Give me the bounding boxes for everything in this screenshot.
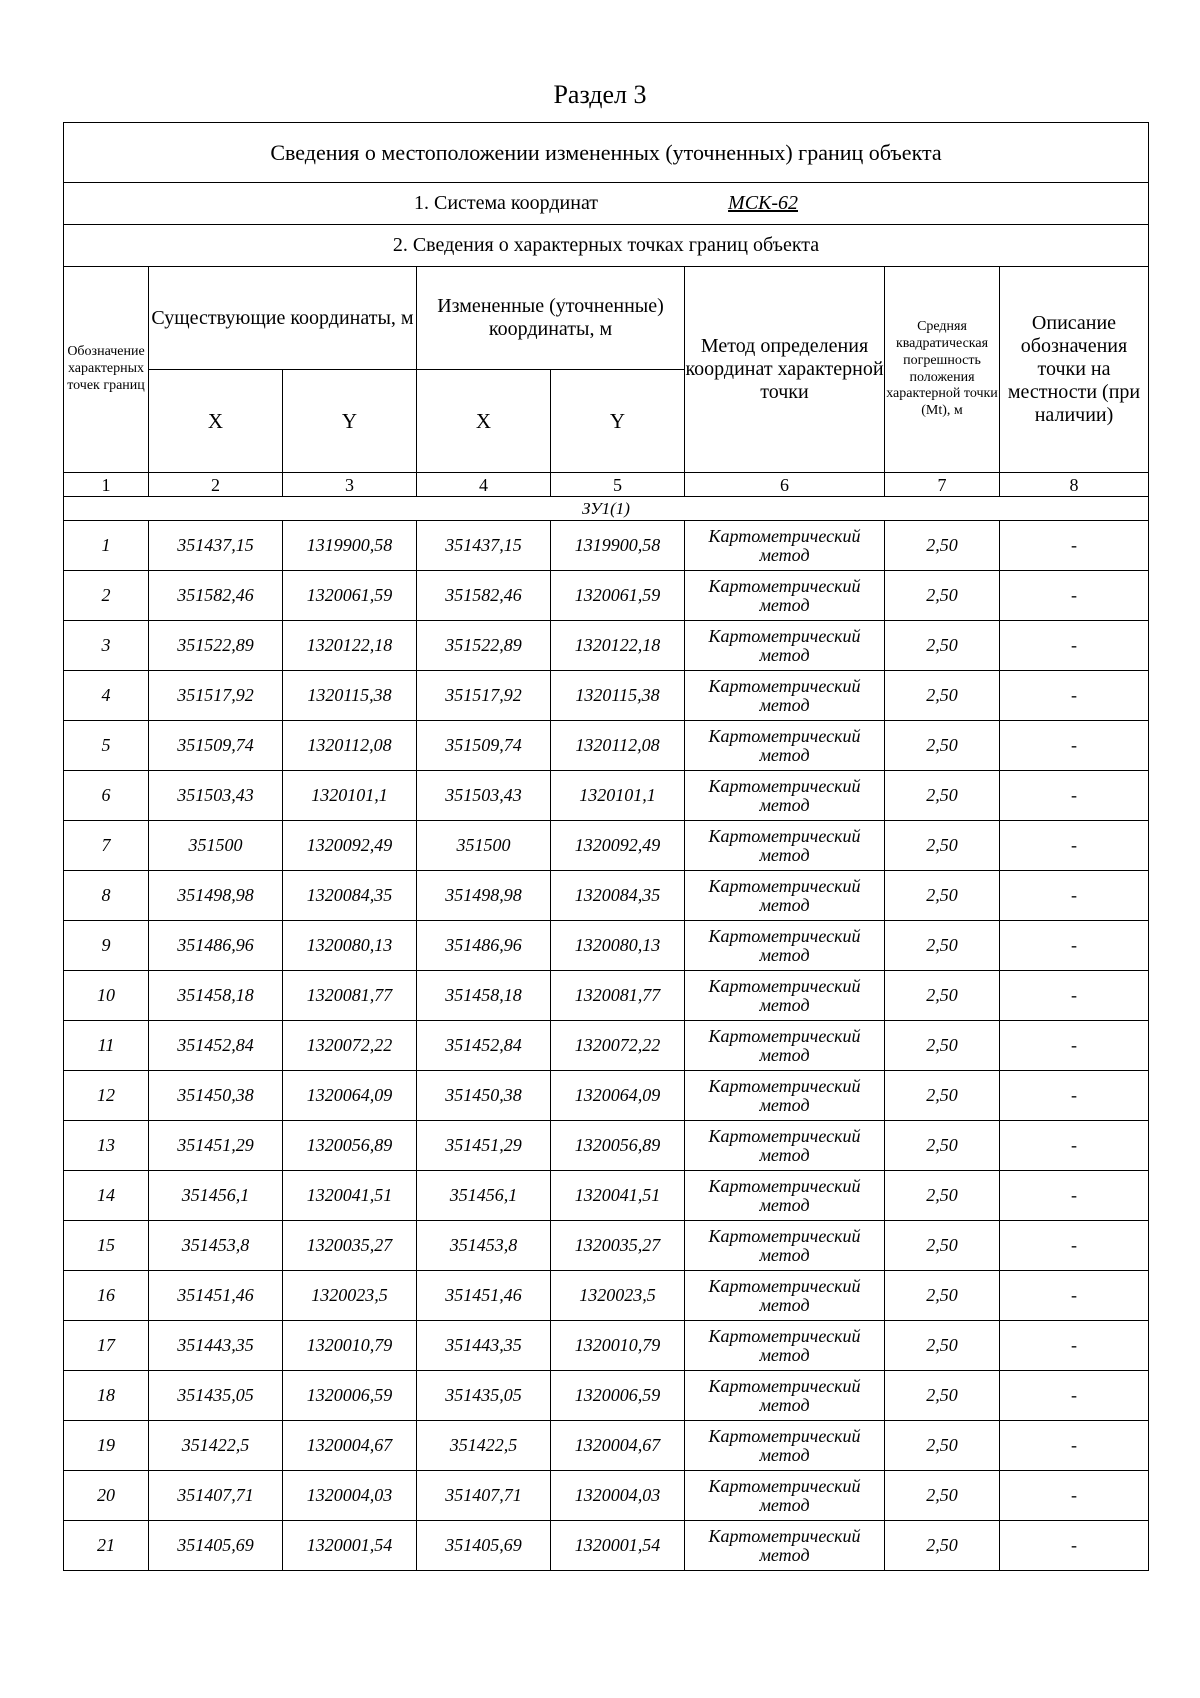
cell-error: 2,50 bbox=[885, 1521, 1000, 1571]
table-row bbox=[64, 521, 1149, 571]
cell-point-number: 2 bbox=[64, 571, 149, 621]
cell-existing-y: 1320061,59 bbox=[283, 571, 417, 621]
cell-existing-x: 351405,69 bbox=[149, 1521, 283, 1571]
cell-description: - bbox=[1000, 1471, 1149, 1521]
cell-point-number: 12 bbox=[64, 1071, 149, 1121]
header-point-designation: Обозначение характерных точек границ bbox=[64, 267, 149, 473]
coord-system-value: МСК-62 bbox=[728, 192, 798, 214]
cell-method: Картометрический метод bbox=[685, 571, 885, 621]
cell-existing-x: 351458,18 bbox=[149, 971, 283, 1021]
cell-changed-y: 1320061,59 bbox=[551, 571, 685, 621]
cell-point-number: 18 bbox=[64, 1371, 149, 1421]
cell-existing-x: 351435,05 bbox=[149, 1371, 283, 1421]
cell-description: - bbox=[1000, 971, 1149, 1021]
cell-method: Картометрический метод bbox=[685, 1071, 885, 1121]
cell-method: Картометрический метод bbox=[685, 1471, 885, 1521]
cell-existing-y: 1320023,5 bbox=[283, 1271, 417, 1321]
cell-changed-y: 1320122,18 bbox=[551, 621, 685, 671]
cell-method: Картометрический метод bbox=[685, 521, 885, 571]
cell-method: Картометрический метод bbox=[685, 671, 885, 721]
cell-description: - bbox=[1000, 671, 1149, 721]
cell-changed-x: 351517,92 bbox=[417, 671, 551, 721]
cell-changed-y: 1320112,08 bbox=[551, 721, 685, 771]
cell-method: Картометрический метод bbox=[685, 1371, 885, 1421]
cell-changed-x: 351451,46 bbox=[417, 1271, 551, 1321]
cell-existing-y: 1320006,59 bbox=[283, 1371, 417, 1421]
column-number: 4 bbox=[417, 473, 551, 497]
table-row bbox=[64, 821, 1149, 871]
table-row bbox=[64, 1421, 1149, 1471]
cell-changed-x: 351407,71 bbox=[417, 1471, 551, 1521]
cell-existing-x: 351509,74 bbox=[149, 721, 283, 771]
table-row bbox=[64, 571, 1149, 621]
parcel-label: ЗУ1(1) bbox=[64, 497, 1149, 521]
cell-changed-y: 1320115,38 bbox=[551, 671, 685, 721]
cell-changed-y: 1320010,79 bbox=[551, 1321, 685, 1371]
cell-changed-x: 351486,96 bbox=[417, 921, 551, 971]
page-title: Раздел 3 bbox=[553, 80, 647, 109]
column-number: 3 bbox=[283, 473, 417, 497]
cell-description: - bbox=[1000, 821, 1149, 871]
column-number: 6 bbox=[685, 473, 885, 497]
cell-point-number: 20 bbox=[64, 1471, 149, 1521]
cell-existing-y: 1320010,79 bbox=[283, 1321, 417, 1371]
points-info: 2. Сведения о характерных точках границ объекта bbox=[64, 225, 1149, 267]
table-row bbox=[64, 1371, 1149, 1421]
table-row bbox=[64, 1221, 1149, 1271]
cell-method: Картометрический метод bbox=[685, 1221, 885, 1271]
cell-method: Картометрический метод bbox=[685, 1321, 885, 1371]
cell-existing-x: 351500 bbox=[149, 821, 283, 871]
cell-description: - bbox=[1000, 1071, 1149, 1121]
cell-error: 2,50 bbox=[885, 1121, 1000, 1171]
cell-changed-x: 351437,15 bbox=[417, 521, 551, 571]
cell-description: - bbox=[1000, 721, 1149, 771]
cell-error: 2,50 bbox=[885, 571, 1000, 621]
cell-existing-x: 351582,46 bbox=[149, 571, 283, 621]
column-number: 2 bbox=[149, 473, 283, 497]
cell-description: - bbox=[1000, 1371, 1149, 1421]
table-row bbox=[64, 771, 1149, 821]
cell-error: 2,50 bbox=[885, 1421, 1000, 1471]
cell-point-number: 4 bbox=[64, 671, 149, 721]
cell-error: 2,50 bbox=[885, 1321, 1000, 1371]
table-row bbox=[64, 921, 1149, 971]
cell-point-number: 9 bbox=[64, 921, 149, 971]
cell-error: 2,50 bbox=[885, 1371, 1000, 1421]
cell-changed-x: 351456,1 bbox=[417, 1171, 551, 1221]
cell-existing-y: 1320072,22 bbox=[283, 1021, 417, 1071]
cell-changed-x: 351582,46 bbox=[417, 571, 551, 621]
cell-point-number: 14 bbox=[64, 1171, 149, 1221]
cell-existing-y: 1320122,18 bbox=[283, 621, 417, 671]
header-changed-x: X bbox=[417, 370, 551, 473]
cell-method: Картометрический метод bbox=[685, 1521, 885, 1571]
cell-point-number: 17 bbox=[64, 1321, 149, 1371]
cell-changed-x: 351509,74 bbox=[417, 721, 551, 771]
cell-existing-x: 351486,96 bbox=[149, 921, 283, 971]
cell-error: 2,50 bbox=[885, 1471, 1000, 1521]
header-error: Средняя квадратическая погрешность положения характерной точки (Mt), м bbox=[885, 267, 1000, 473]
table-row bbox=[64, 1471, 1149, 1521]
cell-method: Картометрический метод bbox=[685, 1021, 885, 1071]
cell-description: - bbox=[1000, 871, 1149, 921]
header-existing-y: Y bbox=[283, 370, 417, 473]
cell-error: 2,50 bbox=[885, 1221, 1000, 1271]
cell-changed-x: 351453,8 bbox=[417, 1221, 551, 1271]
cell-existing-y: 1320056,89 bbox=[283, 1121, 417, 1171]
header-existing-x: X bbox=[149, 370, 283, 473]
cell-method: Картометрический метод bbox=[685, 1121, 885, 1171]
cell-point-number: 6 bbox=[64, 771, 149, 821]
cell-changed-x: 351522,89 bbox=[417, 621, 551, 671]
cell-existing-x: 351450,38 bbox=[149, 1071, 283, 1121]
header-method: Метод определения координат характерной точки bbox=[685, 267, 885, 473]
cell-existing-y: 1320112,08 bbox=[283, 721, 417, 771]
column-number: 5 bbox=[551, 473, 685, 497]
table-row bbox=[64, 1321, 1149, 1371]
cell-point-number: 5 bbox=[64, 721, 149, 771]
cell-existing-y: 1320081,77 bbox=[283, 971, 417, 1021]
cell-changed-y: 1320056,89 bbox=[551, 1121, 685, 1171]
cell-changed-x: 351498,98 bbox=[417, 871, 551, 921]
cell-method: Картометрический метод bbox=[685, 871, 885, 921]
section-title: Сведения о местоположении измененных (уточненных) границ объекта bbox=[64, 123, 1149, 183]
cell-existing-x: 351451,29 bbox=[149, 1121, 283, 1171]
cell-changed-x: 351503,43 bbox=[417, 771, 551, 821]
header-changed-coords: Измененные (уточненные) координаты, м bbox=[417, 267, 685, 370]
table-row bbox=[64, 621, 1149, 671]
cell-description: - bbox=[1000, 1521, 1149, 1571]
cell-description: - bbox=[1000, 771, 1149, 821]
cell-method: Картометрический метод bbox=[685, 771, 885, 821]
cell-existing-y: 1320080,13 bbox=[283, 921, 417, 971]
cell-error: 2,50 bbox=[885, 821, 1000, 871]
cell-existing-x: 351443,35 bbox=[149, 1321, 283, 1371]
table-row bbox=[64, 1171, 1149, 1221]
table-row bbox=[64, 1121, 1149, 1171]
cell-existing-x: 351451,46 bbox=[149, 1271, 283, 1321]
cell-existing-y: 1320092,49 bbox=[283, 821, 417, 871]
cell-existing-y: 1320115,38 bbox=[283, 671, 417, 721]
cell-changed-x: 351451,29 bbox=[417, 1121, 551, 1171]
cell-existing-x: 351422,5 bbox=[149, 1421, 283, 1471]
cell-changed-y: 1320064,09 bbox=[551, 1071, 685, 1121]
cell-existing-x: 351437,15 bbox=[149, 521, 283, 571]
cell-point-number: 7 bbox=[64, 821, 149, 871]
cell-point-number: 8 bbox=[64, 871, 149, 921]
cell-existing-y: 1320001,54 bbox=[283, 1521, 417, 1571]
cell-changed-y: 1320035,27 bbox=[551, 1221, 685, 1271]
table-row bbox=[64, 1071, 1149, 1121]
cell-changed-x: 351422,5 bbox=[417, 1421, 551, 1471]
cell-point-number: 13 bbox=[64, 1121, 149, 1171]
cell-method: Картометрический метод bbox=[685, 1421, 885, 1471]
cell-error: 2,50 bbox=[885, 1171, 1000, 1221]
cell-changed-y: 1320004,67 bbox=[551, 1421, 685, 1471]
cell-existing-y: 1320101,1 bbox=[283, 771, 417, 821]
cell-error: 2,50 bbox=[885, 1021, 1000, 1071]
cell-changed-y: 1320072,22 bbox=[551, 1021, 685, 1071]
cell-existing-y: 1320004,03 bbox=[283, 1471, 417, 1521]
table-row bbox=[64, 1021, 1149, 1071]
cell-changed-y: 1320006,59 bbox=[551, 1371, 685, 1421]
table-row bbox=[64, 1521, 1149, 1571]
cell-changed-y: 1320041,51 bbox=[551, 1171, 685, 1221]
column-number: 1 bbox=[64, 473, 149, 497]
coord-system-row bbox=[64, 183, 1149, 225]
table-row bbox=[64, 971, 1149, 1021]
cell-existing-x: 351456,1 bbox=[149, 1171, 283, 1221]
cell-error: 2,50 bbox=[885, 671, 1000, 721]
cell-existing-x: 351452,84 bbox=[149, 1021, 283, 1071]
cell-changed-y: 1320101,1 bbox=[551, 771, 685, 821]
cell-description: - bbox=[1000, 1121, 1149, 1171]
cell-description: - bbox=[1000, 921, 1149, 971]
cell-changed-x: 351405,69 bbox=[417, 1521, 551, 1571]
header-existing-coords: Существующие координаты, м bbox=[149, 267, 417, 370]
cell-error: 2,50 bbox=[885, 1071, 1000, 1121]
cell-error: 2,50 bbox=[885, 871, 1000, 921]
cell-changed-x: 351452,84 bbox=[417, 1021, 551, 1071]
cell-existing-y: 1320004,67 bbox=[283, 1421, 417, 1471]
cell-existing-y: 1320084,35 bbox=[283, 871, 417, 921]
cell-error: 2,50 bbox=[885, 1271, 1000, 1321]
cell-point-number: 11 bbox=[64, 1021, 149, 1071]
cell-method: Картометрический метод bbox=[685, 921, 885, 971]
cell-point-number: 16 bbox=[64, 1271, 149, 1321]
table-row bbox=[64, 721, 1149, 771]
cell-description: - bbox=[1000, 1221, 1149, 1271]
cell-changed-y: 1320080,13 bbox=[551, 921, 685, 971]
cell-description: - bbox=[1000, 521, 1149, 571]
cell-existing-y: 1319900,58 bbox=[283, 521, 417, 571]
cell-description: - bbox=[1000, 1171, 1149, 1221]
cell-changed-x: 351450,38 bbox=[417, 1071, 551, 1121]
column-number: 7 bbox=[885, 473, 1000, 497]
cell-error: 2,50 bbox=[885, 771, 1000, 821]
cell-point-number: 15 bbox=[64, 1221, 149, 1271]
cell-changed-y: 1319900,58 bbox=[551, 521, 685, 571]
cell-error: 2,50 bbox=[885, 721, 1000, 771]
header-changed-y: Y bbox=[551, 370, 685, 473]
cell-description: - bbox=[1000, 621, 1149, 671]
cell-changed-y: 1320081,77 bbox=[551, 971, 685, 1021]
cell-point-number: 1 bbox=[64, 521, 149, 571]
cell-existing-y: 1320035,27 bbox=[283, 1221, 417, 1271]
coord-system-label: 1. Система координат bbox=[413, 192, 599, 214]
cell-changed-x: 351443,35 bbox=[417, 1321, 551, 1371]
cell-existing-y: 1320064,09 bbox=[283, 1071, 417, 1121]
cell-description: - bbox=[1000, 1271, 1149, 1321]
cell-error: 2,50 bbox=[885, 921, 1000, 971]
cell-method: Картометрический метод bbox=[685, 1271, 885, 1321]
cell-changed-y: 1320004,03 bbox=[551, 1471, 685, 1521]
table-row bbox=[64, 871, 1149, 921]
coordinates-table bbox=[63, 122, 1149, 1571]
cell-point-number: 3 bbox=[64, 621, 149, 671]
cell-description: - bbox=[1000, 1421, 1149, 1471]
cell-description: - bbox=[1000, 1021, 1149, 1071]
cell-point-number: 19 bbox=[64, 1421, 149, 1471]
cell-method: Картометрический метод bbox=[685, 621, 885, 671]
cell-method: Картометрический метод bbox=[685, 821, 885, 871]
cell-existing-x: 351498,98 bbox=[149, 871, 283, 921]
cell-method: Картометрический метод bbox=[685, 971, 885, 1021]
cell-existing-x: 351522,89 bbox=[149, 621, 283, 671]
cell-changed-y: 1320023,5 bbox=[551, 1271, 685, 1321]
cell-existing-x: 351453,8 bbox=[149, 1221, 283, 1271]
cell-description: - bbox=[1000, 571, 1149, 621]
cell-description: - bbox=[1000, 1321, 1149, 1371]
cell-error: 2,50 bbox=[885, 621, 1000, 671]
table-row bbox=[64, 671, 1149, 721]
cell-point-number: 10 bbox=[64, 971, 149, 1021]
cell-changed-x: 351500 bbox=[417, 821, 551, 871]
cell-existing-x: 351407,71 bbox=[149, 1471, 283, 1521]
cell-error: 2,50 bbox=[885, 521, 1000, 571]
cell-existing-y: 1320041,51 bbox=[283, 1171, 417, 1221]
cell-point-number: 21 bbox=[64, 1521, 149, 1571]
cell-method: Картометрический метод bbox=[685, 721, 885, 771]
cell-changed-y: 1320001,54 bbox=[551, 1521, 685, 1571]
header-description: Описание обозначения точки на местности (при наличии) bbox=[1000, 267, 1149, 473]
cell-existing-x: 351517,92 bbox=[149, 671, 283, 721]
cell-method: Картометрический метод bbox=[685, 1171, 885, 1221]
cell-changed-y: 1320084,35 bbox=[551, 871, 685, 921]
column-number: 8 bbox=[1000, 473, 1149, 497]
cell-changed-y: 1320092,49 bbox=[551, 821, 685, 871]
table-row bbox=[64, 1271, 1149, 1321]
cell-changed-x: 351458,18 bbox=[417, 971, 551, 1021]
cell-existing-x: 351503,43 bbox=[149, 771, 283, 821]
cell-error: 2,50 bbox=[885, 971, 1000, 1021]
cell-changed-x: 351435,05 bbox=[417, 1371, 551, 1421]
